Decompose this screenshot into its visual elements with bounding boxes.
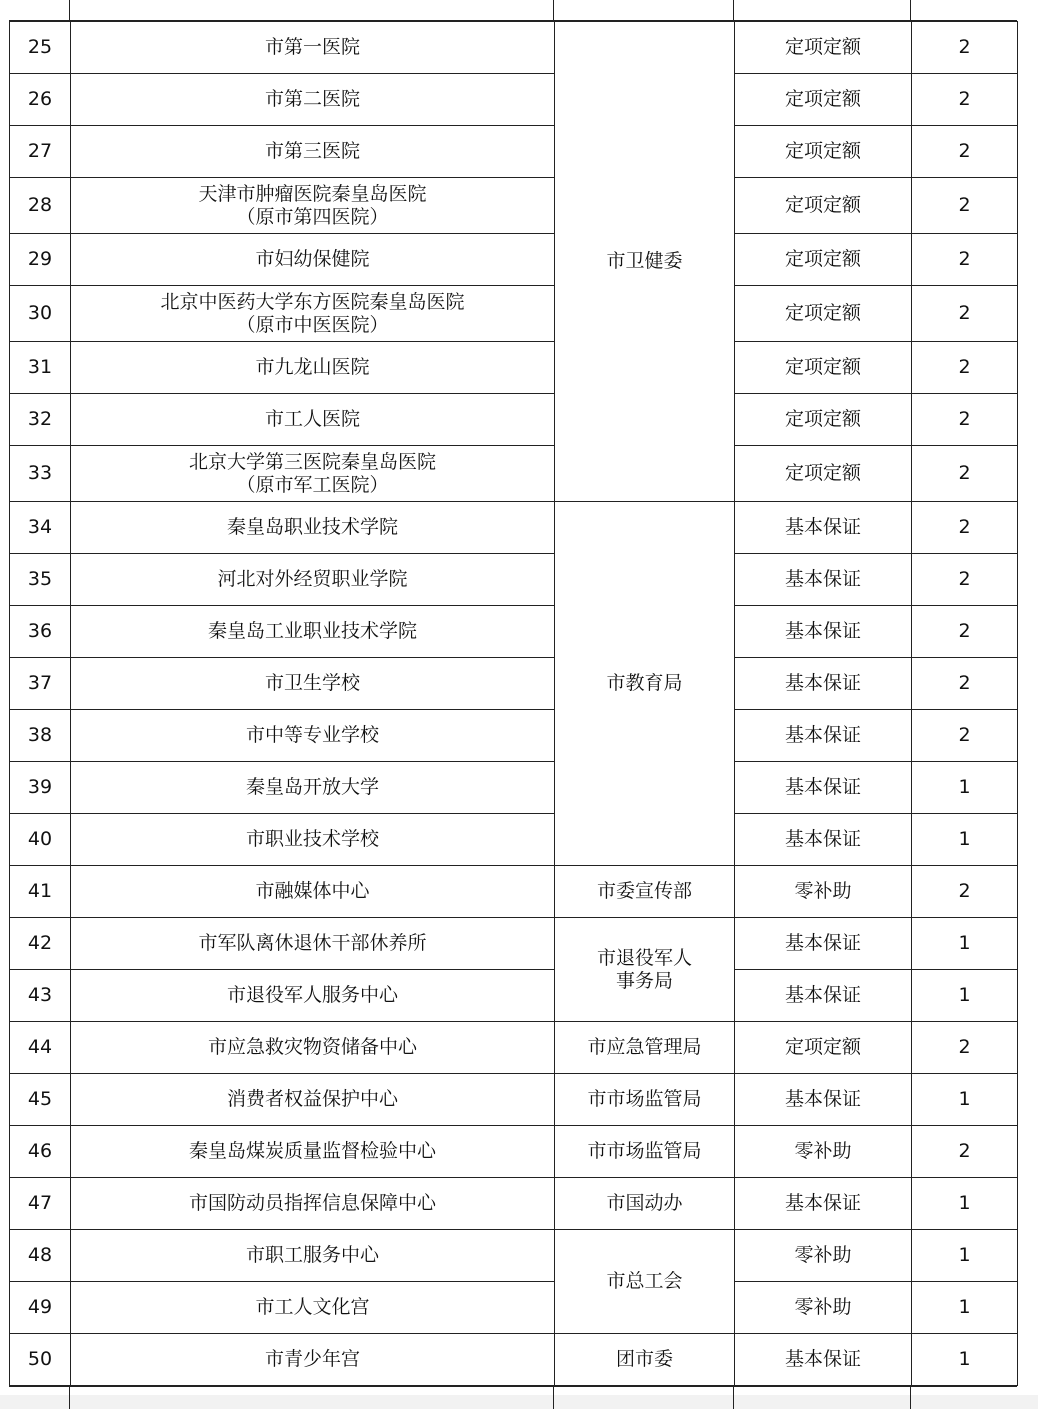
- count-cell[interactable]: 2: [912, 1022, 1018, 1074]
- unit-name-line: 市第二医院: [264, 88, 360, 110]
- unit-name-line: 市职工服务中心: [245, 1244, 379, 1266]
- unit-name-line: 市第一医院: [264, 36, 360, 58]
- unit-name-line: 市青少年宫: [264, 1348, 360, 1370]
- unit-name-line: （原市中医医院）: [236, 313, 389, 336]
- department-cell[interactable]: [555, 22, 735, 502]
- table-row: [10, 1022, 1018, 1074]
- unit-name-cell[interactable]: [71, 234, 555, 286]
- unit-name-line: 北京大学第三医院秦皇岛医院: [188, 450, 436, 473]
- table-row: [10, 970, 1018, 1022]
- unit-name-cell[interactable]: [71, 918, 555, 970]
- table-row: [10, 606, 1018, 658]
- table-row: [10, 1126, 1018, 1178]
- table-row: [10, 658, 1018, 710]
- department-line: 事务局: [615, 969, 673, 992]
- unit-name-line: 市第三医院: [264, 140, 360, 162]
- department-line: 市应急管理局: [587, 1036, 702, 1058]
- row-number-cell[interactable]: 45: [10, 1074, 71, 1126]
- unit-name-line: 市中等专业学校: [245, 724, 379, 746]
- funding-level-cell[interactable]: 基本保证: [735, 918, 912, 970]
- table-row: [10, 286, 1018, 342]
- unit-name-cell[interactable]: [71, 866, 555, 918]
- count-cell[interactable]: 1: [912, 970, 1018, 1022]
- unit-name-cell[interactable]: [71, 814, 555, 866]
- unit-name-line: 秦皇岛工业职业技术学院: [207, 620, 417, 642]
- department-cell[interactable]: [555, 1022, 735, 1074]
- funding-level-cell[interactable]: 基本保证: [735, 554, 912, 606]
- department-cell[interactable]: [555, 918, 735, 1022]
- table-row: [10, 762, 1018, 814]
- count-cell[interactable]: 2: [912, 234, 1018, 286]
- row-number-cell[interactable]: 50: [10, 1334, 71, 1386]
- table-body: [10, 22, 1018, 1386]
- unit-name-cell[interactable]: [71, 22, 555, 74]
- table-row: [10, 1334, 1018, 1386]
- table-row: [10, 22, 1018, 74]
- unit-name-line: 市妇幼保健院: [255, 248, 370, 270]
- count-cell[interactable]: 2: [912, 74, 1018, 126]
- table-row: [10, 234, 1018, 286]
- table-row: [10, 126, 1018, 178]
- row-number-cell[interactable]: 40: [10, 814, 71, 866]
- department-cell[interactable]: [555, 1126, 735, 1178]
- unit-name-line: 天津市肿瘤医院秦皇岛医院: [198, 182, 427, 205]
- funding-level-cell[interactable]: 定项定额: [735, 234, 912, 286]
- unit-name-cell[interactable]: [71, 394, 555, 446]
- unit-name-cell[interactable]: [71, 710, 555, 762]
- row-number-cell[interactable]: 30: [10, 286, 71, 342]
- row-number-cell[interactable]: 32: [10, 394, 71, 446]
- unit-name-line: 河北对外经贸职业学院: [217, 568, 408, 590]
- funding-level-cell[interactable]: 基本保证: [735, 658, 912, 710]
- row-number-cell[interactable]: 49: [10, 1282, 71, 1334]
- cut-off-header-row: [9, 0, 1017, 21]
- funding-level-cell[interactable]: 基本保证: [735, 710, 912, 762]
- funding-level-cell[interactable]: 基本保证: [735, 1334, 912, 1386]
- funding-level-cell[interactable]: 定项定额: [735, 446, 912, 502]
- unit-name-line: 秦皇岛职业技术学院: [226, 516, 398, 538]
- department-line: 市市场监管局: [587, 1088, 702, 1110]
- count-cell[interactable]: 2: [912, 554, 1018, 606]
- funding-level-cell[interactable]: 定项定额: [735, 286, 912, 342]
- row-number-cell[interactable]: 33: [10, 446, 71, 502]
- funding-level-cell[interactable]: 零补助: [735, 1282, 912, 1334]
- unit-name-cell[interactable]: [71, 658, 555, 710]
- funding-level-cell[interactable]: 零补助: [735, 866, 912, 918]
- row-number-cell[interactable]: 27: [10, 126, 71, 178]
- unit-name-cell[interactable]: [71, 126, 555, 178]
- count-cell[interactable]: 2: [912, 126, 1018, 178]
- table-row: [10, 502, 1018, 554]
- unit-name-cell[interactable]: [71, 1126, 555, 1178]
- unit-name-line: 秦皇岛开放大学: [245, 776, 379, 798]
- row-number-cell[interactable]: 29: [10, 234, 71, 286]
- row-number-cell[interactable]: 43: [10, 970, 71, 1022]
- table-row: [10, 554, 1018, 606]
- funding-level-cell[interactable]: 定项定额: [735, 126, 912, 178]
- department-line: 市委宣传部: [596, 880, 692, 902]
- unit-name-line: 市国防动员指挥信息保障中心: [188, 1192, 436, 1214]
- department-line: 市卫健委: [606, 250, 683, 272]
- department-cell[interactable]: [555, 1178, 735, 1230]
- count-cell[interactable]: 1: [912, 1074, 1018, 1126]
- count-cell[interactable]: 2: [912, 286, 1018, 342]
- department-line: 市总工会: [606, 1270, 683, 1292]
- unit-name-cell[interactable]: [71, 74, 555, 126]
- row-number-cell[interactable]: 35: [10, 554, 71, 606]
- funding-level-cell[interactable]: 定项定额: [735, 178, 912, 234]
- funding-level-cell[interactable]: 基本保证: [735, 1178, 912, 1230]
- row-number-cell[interactable]: 26: [10, 74, 71, 126]
- row-number-cell[interactable]: 34: [10, 502, 71, 554]
- unit-name-cell[interactable]: [71, 342, 555, 394]
- unit-name-line: 市工人文化宫: [255, 1296, 370, 1318]
- funding-level-cell[interactable]: 基本保证: [735, 1074, 912, 1126]
- funding-level-cell[interactable]: 基本保证: [735, 970, 912, 1022]
- table-row: [10, 74, 1018, 126]
- unit-name-line: 市工人医院: [264, 408, 360, 430]
- funding-level-cell[interactable]: 定项定额: [735, 1022, 912, 1074]
- count-cell[interactable]: 2: [912, 394, 1018, 446]
- row-number-cell[interactable]: 38: [10, 710, 71, 762]
- count-cell[interactable]: 2: [912, 178, 1018, 234]
- row-number-cell[interactable]: 31: [10, 342, 71, 394]
- count-cell[interactable]: 2: [912, 446, 1018, 502]
- department-cell[interactable]: [555, 1230, 735, 1334]
- table-row: [10, 866, 1018, 918]
- row-number-cell[interactable]: 37: [10, 658, 71, 710]
- row-number-cell[interactable]: 46: [10, 1126, 71, 1178]
- count-cell[interactable]: 2: [912, 1126, 1018, 1178]
- count-cell[interactable]: 1: [912, 918, 1018, 970]
- unit-name-cell[interactable]: [71, 606, 555, 658]
- department-cell[interactable]: [555, 1074, 735, 1126]
- department-line: 市退役军人: [596, 946, 692, 969]
- table-row: [10, 710, 1018, 762]
- count-cell[interactable]: 1: [912, 1230, 1018, 1282]
- unit-name-line: 市军队离休退休干部休养所: [198, 932, 427, 954]
- unit-name-line: 市卫生学校: [264, 672, 360, 694]
- table-row: [10, 814, 1018, 866]
- funding-level-cell[interactable]: 基本保证: [735, 814, 912, 866]
- department-cell[interactable]: [555, 1334, 735, 1386]
- count-cell[interactable]: 1: [912, 1282, 1018, 1334]
- unit-name-line: 市职业技术学校: [245, 828, 379, 850]
- unit-name-line: 市退役军人服务中心: [226, 984, 398, 1006]
- table-row: [10, 1178, 1018, 1230]
- table-row: [10, 1282, 1018, 1334]
- department-line: 团市委: [615, 1348, 673, 1370]
- unit-name-line: 市九龙山医院: [255, 356, 370, 378]
- count-cell[interactable]: 2: [912, 606, 1018, 658]
- funding-level-cell[interactable]: 基本保证: [735, 502, 912, 554]
- unit-name-cell[interactable]: [71, 762, 555, 814]
- row-number-cell[interactable]: 28: [10, 178, 71, 234]
- unit-name-cell[interactable]: [71, 1022, 555, 1074]
- count-cell[interactable]: 2: [912, 502, 1018, 554]
- unit-name-cell[interactable]: [71, 1334, 555, 1386]
- unit-name-line: （原市第四医院）: [236, 205, 389, 228]
- department-cell[interactable]: [555, 502, 735, 866]
- funding-level-cell[interactable]: 零补助: [735, 1230, 912, 1282]
- funding-level-cell[interactable]: 基本保证: [735, 606, 912, 658]
- count-cell[interactable]: 2: [912, 342, 1018, 394]
- count-cell[interactable]: 1: [912, 814, 1018, 866]
- unit-name-cell[interactable]: [71, 178, 555, 234]
- count-cell[interactable]: 2: [912, 658, 1018, 710]
- table-row: [10, 918, 1018, 970]
- row-number-cell[interactable]: 48: [10, 1230, 71, 1282]
- unit-name-line: 消费者权益保护中心: [226, 1088, 398, 1110]
- table-row: [10, 394, 1018, 446]
- count-cell[interactable]: 1: [912, 762, 1018, 814]
- table-row: [10, 1074, 1018, 1126]
- institution-table: [9, 21, 1018, 1386]
- row-number-cell[interactable]: 42: [10, 918, 71, 970]
- table-row: [10, 342, 1018, 394]
- row-number-cell[interactable]: 39: [10, 762, 71, 814]
- table-row: [10, 1230, 1018, 1282]
- row-number-cell[interactable]: 25: [10, 22, 71, 74]
- row-number-cell[interactable]: 36: [10, 606, 71, 658]
- funding-level-cell[interactable]: 定项定额: [735, 394, 912, 446]
- row-number-cell[interactable]: 47: [10, 1178, 71, 1230]
- unit-name-line: （原市军工医院）: [236, 473, 389, 496]
- row-number-cell[interactable]: 44: [10, 1022, 71, 1074]
- unit-name-cell[interactable]: [71, 1282, 555, 1334]
- unit-name-line: 北京中医药大学东方医院秦皇岛医院: [160, 290, 465, 313]
- department-line: 市国动办: [606, 1192, 683, 1214]
- funding-level-cell[interactable]: 零补助: [735, 1126, 912, 1178]
- unit-name-cell[interactable]: [71, 1230, 555, 1282]
- funding-level-cell[interactable]: 定项定额: [735, 74, 912, 126]
- unit-name-cell[interactable]: [71, 554, 555, 606]
- department-line: 市教育局: [606, 672, 683, 694]
- count-cell[interactable]: 1: [912, 1178, 1018, 1230]
- unit-name-cell[interactable]: [71, 1178, 555, 1230]
- department-cell[interactable]: [555, 866, 735, 918]
- funding-level-cell[interactable]: 定项定额: [735, 342, 912, 394]
- count-cell[interactable]: 2: [912, 866, 1018, 918]
- table-row: [10, 178, 1018, 234]
- unit-name-cell[interactable]: [71, 502, 555, 554]
- row-number-cell[interactable]: 41: [10, 866, 71, 918]
- unit-name-line: 市应急救灾物资储备中心: [207, 1036, 417, 1058]
- unit-name-line: 市融媒体中心: [255, 880, 370, 902]
- funding-level-cell[interactable]: 基本保证: [735, 762, 912, 814]
- unit-name-line: 秦皇岛煤炭质量监督检验中心: [188, 1140, 436, 1162]
- count-cell[interactable]: 2: [912, 710, 1018, 762]
- funding-level-cell[interactable]: 定项定额: [735, 22, 912, 74]
- count-cell[interactable]: 2: [912, 22, 1018, 74]
- table-row: [10, 446, 1018, 502]
- count-cell[interactable]: 1: [912, 1334, 1018, 1386]
- cut-off-next-row: [9, 1386, 1017, 1409]
- department-line: 市市场监管局: [587, 1140, 702, 1162]
- unit-name-cell[interactable]: [71, 446, 555, 502]
- unit-name-cell[interactable]: [71, 1074, 555, 1126]
- unit-name-cell[interactable]: [71, 286, 555, 342]
- unit-name-cell[interactable]: [71, 970, 555, 1022]
